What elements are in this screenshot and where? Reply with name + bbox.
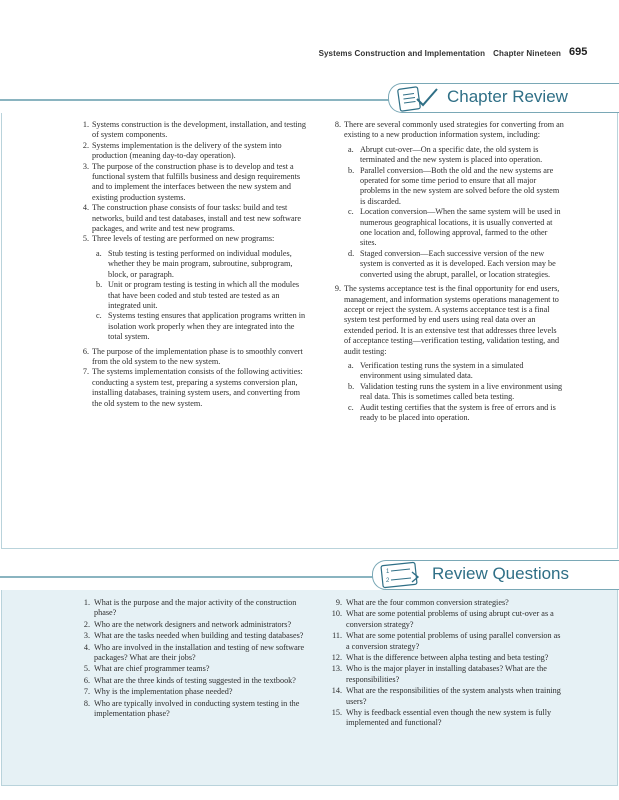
chapter-review-banner — [0, 83, 619, 115]
svg-text:2: 2 — [386, 578, 390, 584]
chapter-review-heading: Chapter Review — [447, 87, 568, 106]
review-questions-right-column — [328, 598, 565, 730]
page-number: 695 — [569, 46, 588, 58]
question-item: 3. What are the tasks needed when building and testing databases? — [83, 631, 304, 641]
review-subpoint: d. Staged conversion—Each successive version of the new system is converted as it is developed. Each version may be converted using the abrupt, parallel, or location strategies. — [348, 248, 556, 279]
review-point: 2. Systems implementation is the delivery of the system into production (meaning day-to-day operation). — [82, 140, 282, 161]
review-point: 3. The purpose of the construction phase is to develop and test a functional system that fulfills business and design requirements and to implement the interfaces between the new system and existing production systems. — [82, 161, 301, 202]
question-item: 7. Why is the implementation phase needed? — [83, 687, 233, 697]
review-point: 6. The purpose of the implementation phase is to smoothly convert from the old system to the new system. — [82, 346, 303, 366]
question-item: 9. What are the four common conversion strategies? — [335, 598, 509, 607]
review-subpoint: a. Verification testing runs the system in a simulated environment using simulated data. — [348, 360, 524, 381]
review-questions-left-column — [76, 598, 308, 720]
review-subpoint: c. Audit testing certifies that the system is free of errors and is ready to be placed into operation. — [348, 402, 556, 422]
question-item: 6. What are the three kinds of testing suggested in the textbook? — [83, 675, 296, 685]
book-section-title: Systems Construction and Implementation — [318, 49, 486, 58]
chapter-review-left-column — [76, 120, 308, 409]
review-point: 7. The systems implementation consists of the following activities: conducting a system test, preparing a systems conversion plan, installing databases, training system users, and converting from the old system to the new system. — [82, 367, 303, 408]
question-item: 15. Why is feedback essential even though the new system is fully implemented and functional? — [331, 708, 552, 728]
review-questions-heading: Review Questions — [432, 564, 570, 583]
svg-text:1: 1 — [386, 569, 390, 575]
review-point: 8. There are several commonly used strategies for converting from an existing to a new production information system, including: a. Abrupt cut-over—On a specific date, the old system is terminated and the new system is placed into operation. b. Parallel conversion—Both the old and the new systems are operated for some time period to ensure that all major problems in the new system are solved before the old system is discarded. c. Location conversion—When the same system will be used in numerous geographical locations, it is usually converted at one location and, following approval, farmed to the other sites. d. Staged conversion—Each successive version of the new system is converted as it is developed. Each version may be converted using the abrupt, parallel, or location strategies. — [334, 120, 564, 279]
chapter-label: Chapter Nineteen — [493, 49, 561, 58]
review-subpoint: a. Stub testing is testing performed on individual modules, whether they be main program, subroutine, subprogram, block, or paragraph. — [96, 248, 293, 279]
numbered-list-icon — [378, 560, 428, 590]
review-subpoint: b. Validation testing runs the system in a live environment using real data. This is sometimes called beta testing. — [348, 381, 563, 402]
review-subpoint: b. Parallel conversion—Both the old and the new systems are operated for some time period to ensure that all major problems in the new system are solved before the old system is discarded. — [348, 165, 560, 206]
question-item: 1. What is the purpose and the major activity of the construction phase? — [83, 598, 297, 618]
review-point: 1. Systems construction is the development, installation, and testing of system components. — [82, 120, 306, 140]
question-item: 14. What are the responsibilities of the system analysts when training users? — [331, 686, 561, 706]
question-item: 12. What is the difference between alpha testing and beta testing? — [331, 653, 549, 663]
review-point: 4. The construction phase consists of four tasks: build and test networks, build and test databases, install and test new software packages, and write and test new programs. — [82, 203, 301, 234]
question-item: 5. What are chief programmer teams? — [83, 664, 210, 674]
review-point: 9. The systems acceptance test is the final opportunity for end users, management, and information systems operations management to accept or reject the system. A systems acceptance test is a final system test performed by end users using real data over an extended period. It is an extensive test that addresses three levels of acceptance testing—verification testing, validation testing, and audit testing: a. Verification testing runs the system in a simulated environment using simulated data. b. Validation testing runs the system in a live environment using real data. This is sometimes called beta testing. c. Audit testing certifies that the system is free of errors and is ready to be placed into operation. — [328, 284, 565, 423]
question-item: 13. Who is the major player in installing databases? What are the responsibilities? — [331, 664, 547, 684]
question-item: 4. Who are involved in the installation and testing of new software packages? What are their jobs? — [83, 642, 305, 663]
review-point: 5. Three levels of testing are performed on new programs: a. Stub testing is testing performed on individual modules, whether they be main program, subroutine, subprogram, block, or paragraph. b. Unit or program testing is testing in which all the modules that have been coded and stub tested are tested as an integrated unit. c. Systems testing ensures that application programs written in isolation work properly when they are integrated into the total system. — [76, 234, 308, 342]
chapter-review-right-column — [328, 120, 565, 427]
running-head — [0, 46, 619, 63]
question-item: 8. Who are typically involved in conducting system testing in the implementation phase? — [83, 698, 300, 719]
checklist-icon — [393, 85, 441, 113]
review-subpoint: c. Location conversion—When the same system will be used in numerous geographical locations, it is usually converted at one location and, following approval, farmed to the other sites. — [348, 207, 561, 248]
question-item: 11. What are some potential problems of using parallel conversion as a conversion strategy? — [332, 631, 561, 651]
question-item: 2. Who are the network designers and network administrators? — [83, 619, 292, 629]
review-subpoint: a. Abrupt cut-over—On a specific date, the old system is terminated and the new system is placed into operation. — [348, 144, 543, 165]
review-questions-banner — [0, 558, 619, 592]
review-subpoint: c. Systems testing ensures that application programs written in isolation work properly when they are integrated into the total system. — [96, 311, 306, 342]
review-subpoint: b. Unit or program testing is testing in which all the modules that have been coded and stub tested are tested as an integrated unit. — [96, 280, 300, 310]
running-head-text — [319, 49, 561, 58]
question-item: 10. What are some potential problems of using abrupt cut-over as a conversion strategy? — [331, 609, 554, 629]
